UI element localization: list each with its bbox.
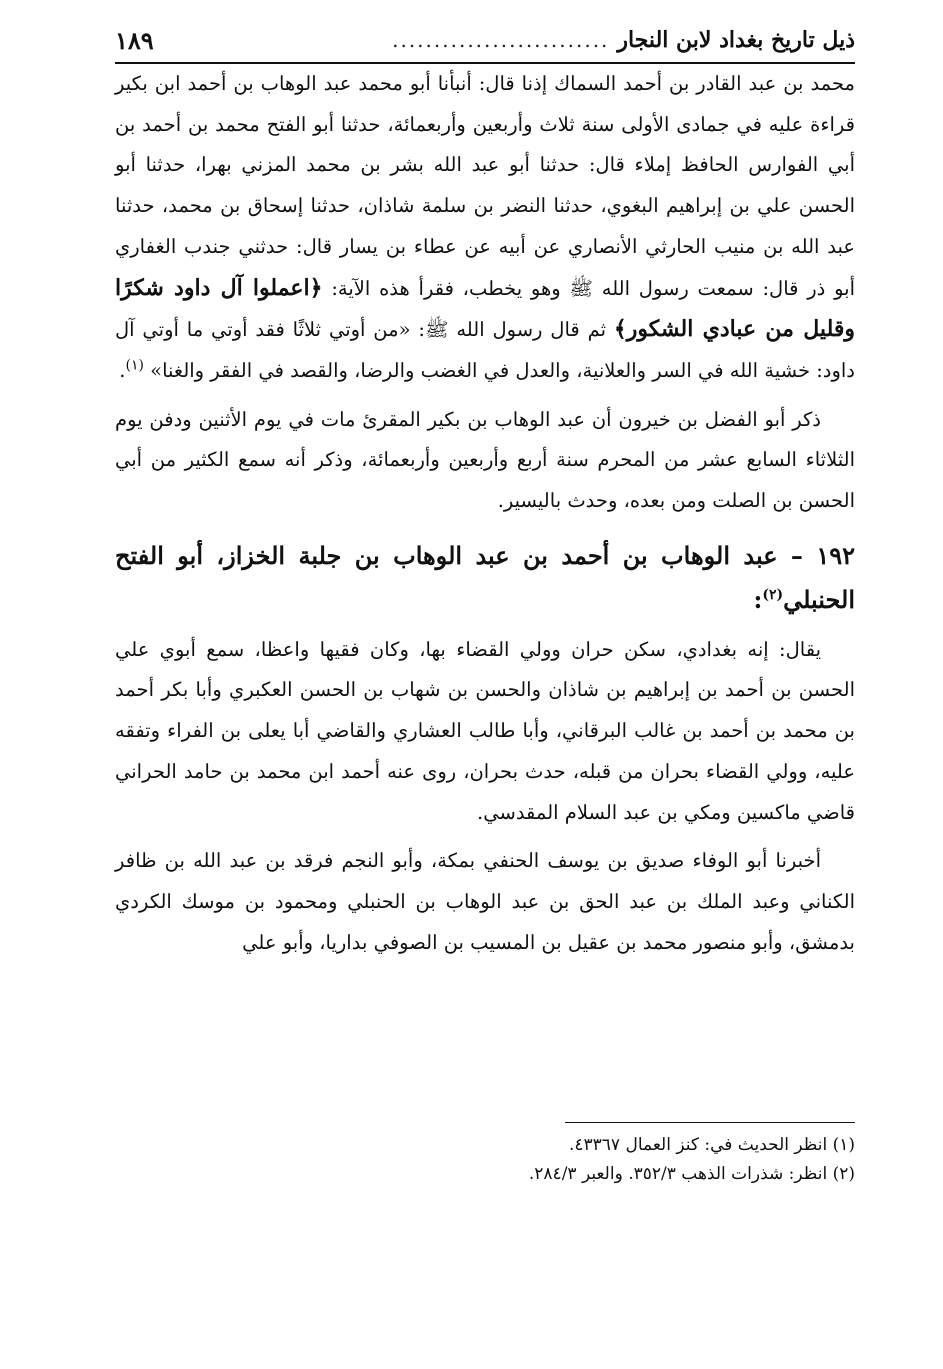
biography-paragraph: يقال: إنه بغدادي، سكن حران وولي القضاء بها، وكان فقيها واعظا، سمع أبوي علي الحسن بن أحمد بن إبراهيم بن شاذان والحسن بن شهاب بن الحسن العكبري وأبا بكر أحمد بن محمد بن أحمد بن غالب البرقاني، وأبا طالب العشاري والقاضي أبا يعلى بن الفراء وتفقه عليه، وولي القضاء بحران من قبله، حدث بحران، روى عنه أحمد ابن محمد بن حامد الحراني قاضي ماكسين ومكي بن عبد السلام المقدسي. [115, 637, 855, 824]
running-title: ذيل تاريخ بغداد لابن النجار [617, 27, 855, 53]
paragraph-gap [115, 833, 855, 841]
entry-heading [115, 534, 855, 622]
page-number: ١٨٩ [115, 25, 154, 55]
paragraph-gap [115, 392, 855, 400]
transmission-paragraph: أخبرنا أبو الوفاء صديق بن يوسف الحنفي بمكة، وأبو النجم فرقد بن عبد الله بن ظافر الكناني وعبد الملك بن عبد الحق بن عبد الوهاب بن الحنبلي ومحمود بن موسك الكردي بدمشق، وأبو منصور محمد بن عقيل بن المسيب بن الصوفي بداريا، وأبو علي [115, 849, 855, 954]
death-note-paragraph: ذكر أبو الفضل بن خيرون أن عبد الوهاب بن بكير المقرئ مات في يوم الأثنين ودفن يوم الثلاثاء السابع عشر من المحرم سنة أربع وأربعين وأربعمائة، وذكر أنه سمع الكثير من أبي الحسن بن الصلت ومن بعده، وحدث باليسير. [115, 407, 855, 513]
paragraph-end-mark: . [119, 358, 126, 382]
footnotes-section [115, 1122, 855, 1189]
footnote-ref-2: (٢) [762, 586, 784, 603]
isnad-text: محمد بن عبد القادر بن أحمد السماك إذنا قال: أنبأنا أبو محمد عبد الوهاب بن أحمد ابن بكير قراءة عليه في جمادى الأولى سنة ثلاث وأربعين وأربعمائة، حدثنا أبو الفتح محمد بن أحمد بن أبي الفوارس الحافظ إملاء قال: حدثنا أبو عبد الله بشر بن محمد المزني بهرا، حدثنا أبو الحسن علي بن إبراهيم البغوي، حدثنا النضر بن سلمة شاذان، حدثنا إسحاق بن محمد، حدثنا عبد الله بن منيب الحارثي الأنصاري عن أبيه عن عطاء بن يسار قال: حدثني جندب الغفاري أبو ذر قال: سمعت رسول الله ﷺ وهو يخطب، فقرأ هذه الآية: [115, 72, 855, 300]
hadith-paragraph [115, 64, 855, 392]
main-text [115, 64, 855, 963]
footnote-1: (١) انظر الحديث في: كنز العمال ٤٣٣٦٧. [569, 1135, 855, 1155]
page-header [115, 22, 855, 64]
footnote-ref-1: (١) [125, 357, 144, 374]
hadith-text: ثم قال رسول الله ﷺ: «من أوتي ثلاثًا فقد أوتي ما أوتي آل داود: خشية الله في السر والعلانية، والعدل في الغضب والرضا، والقصد في الفقر والغنا» [115, 318, 855, 382]
header-dot-leader: .......................... [392, 28, 610, 52]
entry-heading-end: : [753, 584, 763, 614]
footnote-2: (٢) انظر: شذرات الذهب ٣٥٢/٣. والعبر ٢٨٤/٣. [528, 1164, 855, 1184]
paragraph-gap [115, 522, 855, 530]
entry-heading-text: ١٩٢ – عبد الوهاب بن أحمد بن عبد الوهاب بن جلبة الخزاز، أبو الفتح الحنبلي [115, 540, 856, 614]
footnote-separator [565, 1122, 855, 1123]
quran-verse: ﴿اعملوا آل داود شكرًا وقليل من عبادي الشكور﴾ [115, 274, 855, 343]
